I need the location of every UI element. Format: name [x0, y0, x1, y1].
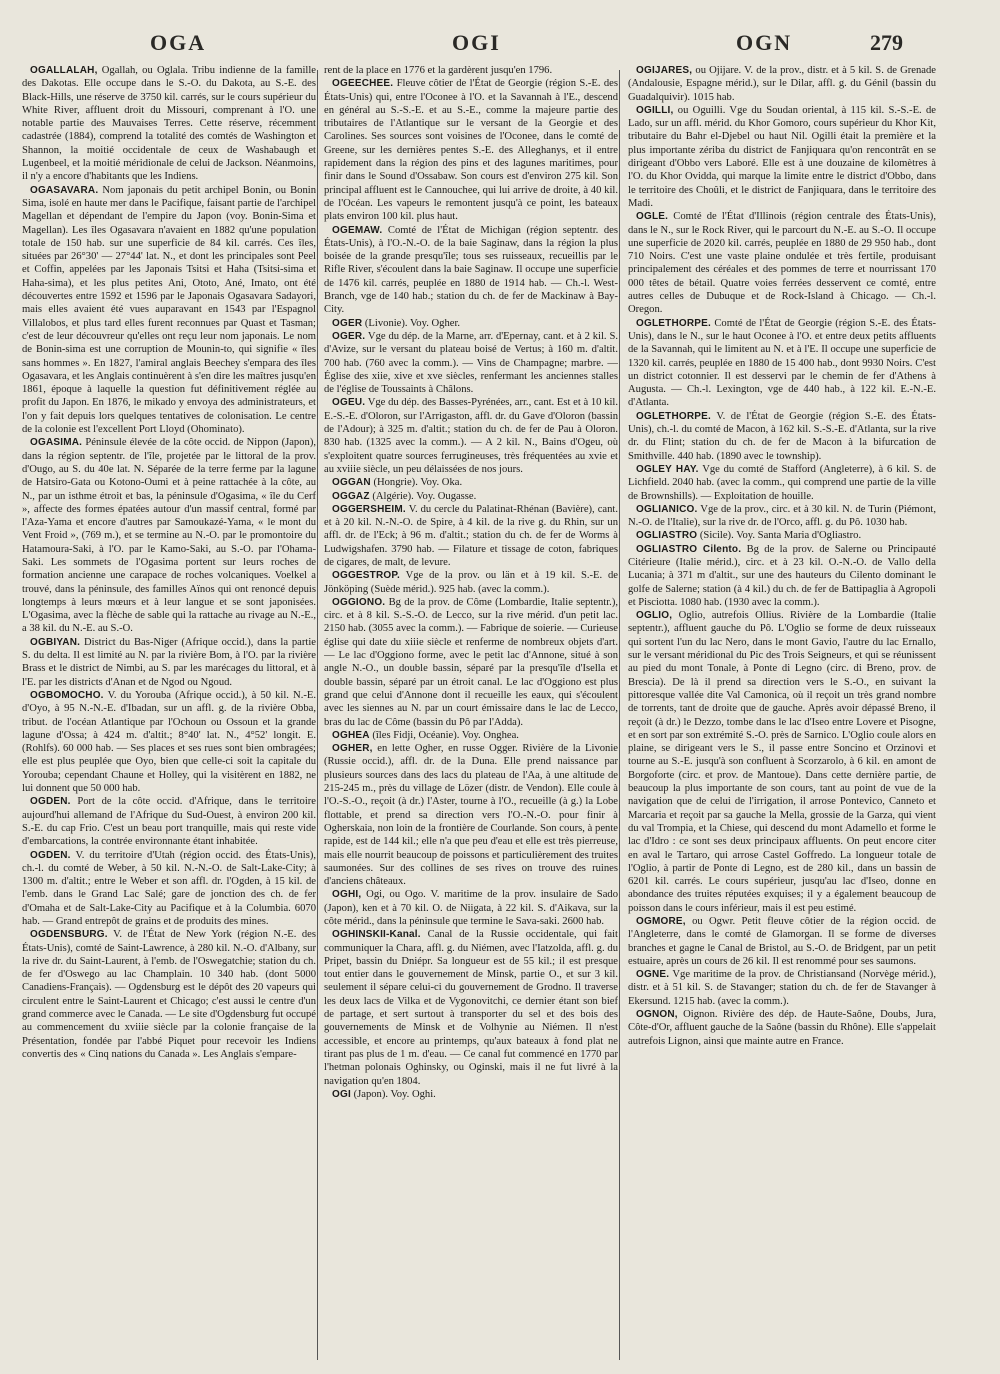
dictionary-entry [324, 330, 618, 396]
dictionary-entry [324, 317, 618, 330]
entry-text: (Japon). Voy. Oghi. [353, 1088, 436, 1100]
entry-text: Fleuve côtier de l'État de Georgie (région S.-E. des États-Unis) qui, entre l'Oconee à l'O. et la Savannah à l'E., descend en général au S.-S.-E. et au S.-E., comme la majeure partie des tributaires de l'Atlantique sur le versant de la Georgie et des Carolines. Ses sources sont voisines de l'Oconee, dans le comté de Greene, sur les dernières pentes S.-E. des Alleghanys, et il entre rapidement dans la région des pins et des lagunes maritimes, pour finir dans le Sound d'Ossabaw. Son cours est d'environ 275 kil. Son principal affluent est le Cannouchee, qui lui arrive de droite, à 40 kil. de l'Océan. Les vapeurs le remontent jusqu'à ce point, les bateaux plats environ 100 kil. plus haut. [324, 78, 618, 223]
dictionary-entry [324, 224, 618, 317]
entry-text: Comté de l'État d'Illinois (région centrale des États-Unis), dans le N., sur le Rock River, qui le parcourt du N.-E. au S.-O. Il occupe une superficie de 2020 kil. carrés, peuplée en 1880 de 29 950 hab., dont 710 Noirs. C'est une vaste plaine ondulée et très fertile, produisant principalement des céréales et des pommes de terre et nourrissant 170 000 têtes de bétail. Quatre voies ferrées desservent ce comté, entre autres celles de Dubuque et de Rock-Island à Chicago. — Ch.-l. Oregon. [628, 211, 936, 316]
dictionary-entry [22, 795, 316, 848]
entry-text: Vge de la prov. ou län et à 19 kil. S.-E. de Jönköping (Suède mérid.). 925 hab. (avec la comm.). [324, 570, 618, 595]
entry-headword: OGBIYAN. [30, 636, 81, 648]
dictionary-entry [324, 77, 618, 223]
entry-headword: OGER. [332, 330, 366, 342]
entry-text: Vge du comté de Stafford (Angleterre), à 6 kil. S. de Lichfield. 2040 hab. (avec la comm., qui comprend une partie de la ville de Brownshills). — Exploitation de houille. [628, 463, 936, 502]
entry-headword: OGMORE, [636, 916, 686, 927]
entry-headword: OGALLALAH, [30, 65, 98, 76]
entry-text: Bg de la prov. de Salerne ou Principauté Citérieure (Italie mérid.), circ. et à 23 kil. O.-N.-O. de Vallo della Lucania; à 371 m d'altit., sur une des hauteurs du Cilento dominant le golfe de Salerne; station (à 4 kil.) du ch. de fer de Battipaglia à Agropoli et Pisciotta. 1080 hab. (1930 avec la comm.). [628, 543, 936, 608]
entry-text: (îles Fidji, Océanie). Voy. Onghea. [372, 729, 519, 741]
dictionary-entry [22, 636, 316, 689]
entry-headword: OGASAVARA. [30, 184, 99, 196]
entry-text: Comté de l'État de Michigan (région septentr. des États-Unis), à l'O.-N.-O. de la baie Saginaw, dans la région la plus boisée de la grande presqu'île; tous ses ruisseaux, recueillis par le Rifle River, s'écoulent dans la baie Saginaw. Il occupe une superficie de 1476 kil. carrés, peuplée en 1880 de 1914 hab. — Ch.-l. West-Branch, vge de 140 hab.; station du ch. de fer de Mackinaw à Bay-City. [324, 224, 618, 316]
entry-text: Oignon. Rivière des dép. de Haute-Saône, Doubs, Jura, Côte-d'Or, affluent gauche de la Saône (bassin du Rhône). Elle s'appelait autrefois Lignon, ainsi que mainte autre en France. [628, 1009, 936, 1047]
entry-text: Canal de la Russie occidentale, qui fait communiquer la Chara, affl. g. du Niémen, avec l'Iatzolda, affl. g. du Pripet, bassin du Dniépr. Sa longueur est de 55 kil.; il est presque tout entier dans le gouvernement de Minsk, partie O., et sur 3 kil. seulement il sépare celui-ci du gouvernement de Grodno. Il traverse les deux lacs de Vilka et de Vygonovitchi, ce dernier étant son bief de partage, et sert surtout à transporter du sel et des bois des gouvernements de Minsk et de Volhynie au Niémen. Il n'est accessible, et encore au printemps, qu'aux bateaux à fond plat ne tirant pas plus de 1 m. d'eau. — Ce canal fut commencé en 1770 par l'hetman polonais Oghinsky, ou Oginski, mais il ne fut livré à la navigation qu'en 1804. [324, 929, 618, 1087]
entry-text: Péninsule élevée de la côte occid. de Nippon (Japon), dans la région septentr. de l'île, projetée par le littoral de la prov. d'Ougo, au S. du 40e lat. N. Séparée de la terre ferme par la lagune de Hatsiro-Gata ou Kotono-Oumi et à peine rattachée à la côte, au N., par un isthme étroit et bas, la péninsule d'Ogasima, « île du Cerf », affecte des formes épatées autour d'un massif central, formé par l'Aza-Yama et encore d'autres par Samoukazé-Yama, « le mont du Vent Froid », (769 m.), et se termine au N.-O. par le promontoire du Hatamoura-Saki, à l'O. par le Kamo-Saki, au S.-O. par l'Ohama-Saki. Les sommets de l'Ogasima portent sur leurs roches de formation ancienne une carapace de roches volcaniques. Voelkel a trouvé, dans la péninsule, des familles Aïnos qui ont renoncé depuis longtemps à leurs mœurs et à leur langue et se sont japonisées. L'Ogasima, avec la flèche de sable qui la rattache au rivage au N.-E., a 38 kil. du N.-E. au S.-O. [22, 437, 316, 635]
dictionary-entry [324, 490, 618, 503]
dictionary-entry [628, 104, 936, 210]
dictionary-entry [324, 596, 618, 729]
entry-headword: OGLETHORPE. [636, 410, 711, 422]
dictionary-entry [22, 64, 316, 184]
column-divider [317, 70, 318, 1360]
entry-headword: OGER [332, 317, 363, 329]
entry-headword: OGDEN. [30, 849, 71, 861]
entry-headword: OGLIANICO. [636, 503, 698, 515]
entry-headword: OGLIASTRO [636, 530, 698, 542]
dictionary-entry [628, 410, 936, 463]
entry-text: Ogallah, ou Oglala. Tribu indienne de la famille des Dakotas. Elle occupe dans le S.-O. du Dakota, au S.-E. des Black-Hills, une réserve de 3750 kil. carrés, sur le cours supérieur du White River, affluent droit du Missouri, comprenant à l'O. une notable partie des Mauvaises Terres. Cette réserve, récemment cadastrée (1884), comprend la totalité des comtés de Washington et Shannon, la moitié occidentale de ceux de Washabaugh et Lugenbeel, et la moitié méridionale de celui de Jackson. Néanmoins, il n'y a encore d'habitants que les Indiens. [22, 65, 316, 183]
column-divider [619, 70, 620, 1360]
entry-headword: OGLETHORPE. [636, 317, 711, 329]
entry-text: District du Bas-Niger (Afrique occid.), dans la partie S. du delta. Il est limité au N. par la rivière Bom, à l'O. par la rivière Brass et le district de Nimbi, au S. par les marécages du littoral, et à l'E. par les districts d'Anan et de Ngod ou Ngoud. [22, 636, 316, 688]
entry-text: (Hongrie). Voy. Oka. [373, 477, 463, 489]
entry-headword: OGBOMOCHO. [30, 689, 104, 701]
entry-text: Oglio, autrefois Ollius. Rivière de la Lombardie (Italie septentr.), affluent gauche du Pô. L'Oglio se forme de deux ruisseaux qui sortent l'un du lac Nero, dans le mont Gavio, l'autre du lac Ernallo, sur le versant méridional du Pic des Trois Seigneurs, et qui se réunissent au pied du mont Tonale, à Ponte di Legno (circ. di Breno, prov. de Brescia). De là il prend sa direction vers le S.-O., en suivant la pittoresque vallée dite Val Camonica, où il reçoit un très grand nombre de torrents, tant de droite que de gauche. Après avoir dépassé Breno, il reçoit (à dr.) le Dezzo, tombe dans le lac d'Iseo entre Lovere et Pisogne, et en sort par son extrémité S.-O. près de Sarnico. L'Oglio coule alors en plaine, se dirigeant vers le S., il passe entre Soncino et Orzinovi et tourne au S.-E. jusqu'à son confluent à Scorzarolo, à 6 kil. en amont de Borgoforte (circ. et prov. de Mantoue). Dans cette dernière partie, de beaucoup la plus importante de son cours, tant au point de vue de la navigation que de celui de l'irrigation, il arrose Pontevico, Canneto et Marcaria et reçoit par sa gauche la Mella, grossie de la Garza, qui vient du val Trompia, et la Chiese, qui descend du mont Adamello et forme le lac d'Idro : ce sont ses deux principaux affluents. On peut encore citer en aval le Tartaro, qui arrose Castel Goffredo. La longueur totale de l'Oglio, à partir de Ponte di Legno, est de 280 kil., dans un bassin de 6201 kil. carrés. Le cours supérieur, jusqu'au lac d'Iseo, donne en abondance des truites réputées exquises; il y a également beaucoup de poisson dans le cours inférieur, mais il est peu estimé. [628, 610, 936, 914]
header-left-guide: OGA [150, 30, 207, 55]
dictionary-entry [628, 463, 936, 503]
dictionary-entry [324, 503, 618, 569]
dictionary-entry [22, 689, 316, 795]
dictionary-entry [324, 729, 618, 742]
entry-headword: OGLEY HAY. [636, 463, 699, 475]
dictionary-entry [628, 503, 936, 530]
entry-headword: OGLE. [636, 211, 669, 223]
dictionary-entry [628, 968, 936, 1008]
entry-text: V. de l'État de Georgie (région S.-E. des États-Unis), ch.-l. du comté de Macon, à 162 kil. S.-S.-E. d'Atlanta, sur la rive dr. du Flint; station du ch. de fer de Macon à la bifurcation de Smithville. 440 hab. (1890 avec le township). [628, 410, 936, 462]
entry-headword: OGASIMA. [30, 437, 83, 449]
entry-headword: OGILLI, [636, 104, 674, 116]
entry-text: en lette Ogher, en russe Ogger. Rivière de la Livonie (Russie occid.), affl. dr. de la Duna. Elle prend naissance par plusieurs sources dans des lacs du plateau de l'Aa, à une altitude de 215-245 m., près du village de Lözer (distr. de Vendon). Elle coule à l'O.-S.-O., reçoit (à dr.) l'Aster, tourne à l'O., recueille (à g.) la Lobe flottable, et prend sa direction vers l'O.-N.-O. pour finir à Ogherskaia, non loin de la frontière de Courlande. Son cours, à pente rapide, est de 144 kil.; elle n'a que peu d'eau et elle est très pierreuse, mais elle nourrit beaucoup de poissons et particulièrement des truites saumonées. Sur des collines de ses rives on trouve des ruines d'anciens châteaux. [324, 743, 618, 888]
entry-text: (Sicile). Voy. Santa Maria d'Ogliastro. [699, 530, 862, 542]
dictionary-entry [324, 396, 618, 476]
dictionary-entry [628, 64, 936, 104]
entry-text: Ogi, ou Ogo. V. maritime de la prov. insulaire de Sado (Japon), ken et à 70 kil. O. de Niigata, à 22 kil. S. d'Aikava, sur la côte mérid., dans la péninsule que termine le Sava-saki. 2600 hab. [324, 889, 618, 927]
dictionary-entry [628, 529, 936, 542]
dictionary-entry [628, 543, 936, 609]
entry-headword: OGGERSHEIM. [332, 503, 406, 515]
dictionary-entry [628, 1008, 936, 1048]
entry-text: Comté de l'État de Georgie (région S.-E. des États-Unis), dans le N., sur le haut Oconee à l'O. et entre deux petits affluents de la Savannah, qui le limitent au N. et à l'E. Il occupe une superficie de 1320 kil. carrés, peuplée en 1880 de 15 400 hab., dont 9930 Noirs. C'est un district cotonnier. Il est desservi par le chemin de fer d'Athens à Augusta. — Ch.-l. Lexington, vge de 440 hab., à 122 kil. E.-N.-E. d'Atlanta. [628, 317, 936, 409]
entry-headword: OGEU. [332, 397, 366, 409]
entry-headword: OGNON, [636, 1009, 678, 1021]
entry-text: Port de la côte occid. d'Afrique, dans le territoire aujourd'hui allemand de l'Afrique du Sud-Ouest, à environ 200 kil. S.-E. du cap Frio. C'est un beau port tranquille, mais qui reste vide d'embarcations, la contrée environnante étant inhabitée. [22, 796, 316, 848]
dictionary-entry [324, 1088, 618, 1101]
entry-headword: OGLIASTRO Cilento. [636, 543, 742, 555]
entry-text: V. du cercle du Palatinat-Rhénan (Bavière), cant. et à 20 kil. N.-N.-O. de Spire, à 4 kil. de la rive g. du Rhin, sur un affl. dr. de l'Eck; à 96 m. d'altit.; station du ch. de fer de Worms à Ludwigshafen. 3790 hab. — Filature et tissage de coton, fabriques de cigares, de malt, de levure. [324, 503, 618, 568]
dictionary-entry [324, 476, 618, 489]
entry-text: V. du Yorouba (Afrique occid.), à 50 kil. N.-E. d'Oyo, à 95 N.-N.-E. d'Ibadan, sur un affl. g. de la rivière Obba, tribut. de l'océan Atlantique par l'Ochoun ou Ossoun et la grande lagune d'Ossa; à 424 m. d'altit.; 8°40' lat. N., 4°52' longit. E. (Rohlfs). 60 000 hab. — Ses places et ses rues sont bien ombragées; elle est plus peuplée que Oyo, bien que celle-ci soit la capitale du Yorouba; cependant Chaune et Holley, qui la visitèrent en 1882, ne lui donnent que 50 000 hab. [22, 689, 316, 795]
entry-text: (Algérie). Voy. Ougasse. [372, 490, 477, 502]
entry-headword: OGIJARES, [636, 65, 693, 76]
entry-headword: OGGIONO. [332, 596, 386, 608]
entry-text: V. du territoire d'Utah (région occid. des États-Unis), ch.-l. du comté de Weber, à 50 kil. N.-N.-O. de Salt-Lake-City; à 1300 m. d'altit.; entre le Weber et son affl. dr. l'Ogden, à 15 kil. de l'emb. dans le Grand Lac Salé; gare de jonction des ch. de fer d'Omaha et de Salt-Lake-City au Pacifique et à la Columbia. 6070 hab. — Grand entrepôt de grains et de produits des mines. [22, 849, 316, 927]
dictionary-entry [628, 317, 936, 410]
entry-headword: OGLIO, [636, 610, 673, 622]
header-right-guide: OGN [736, 30, 793, 55]
entry-text: Vge maritime de la prov. de Christiansand (Norvège mérid.), distr. et à 51 kil. S. de Stavanger; station du ch. de fer de Stavanger à Ekersund. 1215 hab. (avec la comm.). [628, 969, 936, 1007]
entry-continuation: rent de la place en 1776 et la gardèrent jusqu'en 1796. [324, 65, 553, 76]
dictionary-entry [628, 915, 936, 968]
entry-text: (Livonie). Voy. Ogher. [364, 317, 461, 329]
entry-text: Nom japonais du petit archipel Bonin, ou Bonin Sima, isolé en haute mer dans le Pacifique, faisant partie de l'archipel Magellan et dépendant de l'empire du Japon (voy. Bonin-Sima et Magellan). Les îles Ogasavara n'avaient en 1882 qu'une population totale de 150 hab. sur une superficie de 84 kil. carrés. Ces îles, situées par 26°30' — 27°44' lat. N., et dont les principales sont Peel et Coffin, appelées par les Japonais Tsitsi et Haha (Tsitsi-sima et Haha-sima), et les plus petites Ani, Ototo, Ané, Imato, ont été découvertes entre 1592 et 1596 par le Japonais Ogasavara Sadayori, mais elles avaient été vues auparavant en 1543 par l'Espagnol Villalobos, et plus tard elles furent reconnues par Quast et Tasman; c'est de leur découvreur qu'elles ont reçu leur nom japonais. Le nom de Bonin-sima est une corruption de Mounin-to, qui signifie « îles sans hommes ». En 1827, l'amiral anglais Beechey s'empara des îles Ogasavara, et les Anglais continuèrent à s'en dire les maîtres jusqu'en 1861, époque à laquelle la question fut définitivement réglée au profit du Japon. En 1876, le mikado y envoya des administrateurs, et l'on y fait depuis lors quelques tentatives de colonisation. Le centre de la colonie est l'excellent Port Lloyd (Ohominato). [22, 184, 316, 436]
entry-text: Vge de la prov., circ. et à 30 kil. N. de Turin (Piémont, N.-O. de l'Italie), sur la rive dr. de l'Orco, affl. g. du Pô. 1030 hab. [628, 503, 936, 529]
entry-headword: OGEMAW. [332, 224, 383, 236]
dictionary-entry [22, 849, 316, 929]
entry-text: ou Ojijare. V. de la prov., distr. et à 5 kil. S. de Grenade (Andalousie, Espagne mérid.), sur le Dilar, affl. g. du Génil (bassin du Guadalquivir). 1015 hab. [628, 65, 936, 103]
column-1 [22, 64, 316, 1364]
entry-headword: OGGAZ [332, 490, 370, 502]
entry-headword: OGDEN. [30, 796, 71, 808]
dictionary-entry [628, 609, 936, 915]
dictionary-entry [324, 928, 618, 1088]
entry-text: Vge du dép. des Basses-Pyrénées, arr., cant. Est et à 10 kil. E.-S.-E. d'Oloron, sur l'Arrigaston, affl. dr. du Gave d'Oloron (bassin de l'Adour); à 325 m. d'altit.; station du ch. de fer de Pau à Oloron. 830 hab. (1325 avec la comm.). — A 2 kil. N., Bains d'Ogeu, où s'exploitent quatre sources ferrugineuses, très fréquentées au xvie et au xviiie siècle, un peu délaissées de nos jours. [324, 397, 618, 475]
entry-headword: OGEECHEE. [332, 78, 394, 90]
entry-headword: OGHI, [332, 889, 362, 901]
entry-headword: OGHER, [332, 743, 373, 755]
dictionary-entry [22, 184, 316, 437]
page-number: 279 [870, 30, 903, 55]
dictionary-entry [324, 742, 618, 888]
entry-headword: OGNE. [636, 969, 670, 981]
dictionary-entry [324, 569, 618, 596]
entry-text: Bg de la prov. de Côme (Lombardie, Italie septentr.), circ. et à 8 kil. S.-S.-O. de Lecco, sur la rive mérid. d'un petit lac. 2150 hab. (3055 avec la comm.). — Fabrique de soierie. — Curieuse église qui date du xiiie siècle et renferme de nombreux objets d'art. — Le lac d'Oggiono forme, avec le petit lac d'Annone, situé à son angle N.-O., un double bassin, séparé par la presqu'île d'Isella et double bassin, séparé par un étroit canal. Le lac d'Oggiono est plus grand que celui d'Annone dont il recueille les eaux, qui s'écoulent avec les siennes au N. par un court émissaire dans le lac de Lecco, bras du lac de Côme (bassin du Pô par l'Adda). [324, 596, 618, 728]
dictionary-entry [628, 210, 936, 316]
column-3 [628, 64, 936, 1364]
entry-headword: OGDENSBURG. [30, 929, 108, 941]
entry-text: Vge du dép. de la Marne, arr. d'Epernay, cant. et à 2 kil. S. d'Avize, sur le versant du plateau boisé de Vertus; à 160 m. d'altit. 700 hab. (760 avec la comm.). — Vins de Champagne; marbre. — Église des xiie, xive et xve siècles, renfermant les anciennes stalles de l'église de Toussaints à Châlons. [324, 330, 618, 396]
entry-text: ou Oguilli. Vge du Soudan oriental, à 115 kil. S.-S.-E. de Lado, sur un affl. mérid. du Khor Gomoro, cours supérieur du Khor Kit, tributaire du Bahr el-Djebel ou haut Nil. Ogilli était la première et la plus importante zériba du district de Fanjiquara qu'on rencontrât en se dirigeant d'Obbo vers Laboré. Elle est à une douzaine de kilomètres à l'O. du Khor Ovidda, qui marque la limite entre le district d'Obbo, dans le territoire des Choûli, et le district de Fanjiquara, dans le territoire des Madi. [628, 104, 936, 209]
dictionary-entry [22, 928, 316, 1061]
header-center-guide: OGI [452, 30, 501, 55]
entry-headword: OGI [332, 1088, 351, 1100]
dictionary-entry [324, 888, 618, 928]
entry-headword: OGHEA [332, 729, 370, 741]
dictionary-entry [22, 436, 316, 635]
entry-text: V. de l'État de New York (région N.-E. des États-Unis), comté de Saint-Lawrence, à 280 kil. N.-O. d'Albany, sur la rive dr. du Saint-Laurent, à l'emb. de l'Oswegatchie; station du ch. de fer d'Oswego au lac Champlain. 10 340 hab. (dont 5000 Canadiens-Français). — Ogdensburg est le dépôt des 20 vapeurs qui circulent entre le Saint-Laurent et Chicago; c'est aussi le centre d'un grand commerce avec le Canada. — Le site d'Ogdensburg fut occupé au commencement du xviiie siècle par la colonie française de la Présentation, fondée par l'abbé Piquet pour recevoir les Indiens convertis des « Cinq nations du Canada ». Les Anglais s'empare- [22, 929, 316, 1060]
entry-headword: OGGAN [332, 477, 371, 489]
entry-headword: OGGESTROP. [332, 570, 400, 582]
entry-headword: OGHINSKII-Kanal. [332, 929, 421, 941]
entry-text: ou Ogwr. Petit fleuve côtier de la région occid. de l'Angleterre, dans le comté de Glamorgan. Il se forme de diverses branches et gagne le Canal de Bristol, au S.-O. de Bridgent, par un petit estuaire, après un cours de 26 kil. Il est renommé pour ses saumons. [628, 916, 936, 967]
column-2 [324, 64, 618, 1364]
